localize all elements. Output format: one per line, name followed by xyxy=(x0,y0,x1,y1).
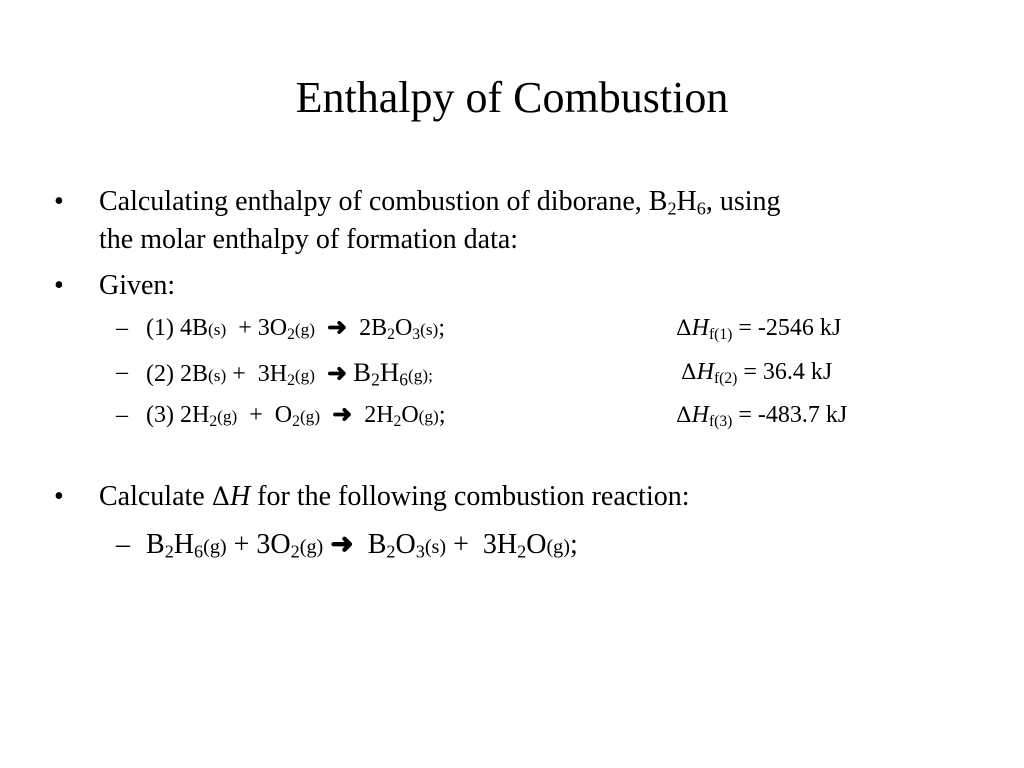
bullet-calculating xyxy=(54,183,974,263)
bullet-marker: • xyxy=(54,481,64,512)
given-equation-2 xyxy=(116,356,916,390)
slide-title: Enthalpy of Combustion xyxy=(295,73,729,122)
delta-h-value: $\Delta H_{f(2)} = 36.4$ kJ xyxy=(681,359,833,387)
bullet-text: Calculate ΔH for the following combustion reaction: xyxy=(99,481,690,512)
equation-text: (2) $2B(s) + 3H_2(g)$ ➜ $B_2H_6(g)$; xyxy=(146,357,433,390)
dash-marker: – xyxy=(116,359,128,385)
combustion-equation xyxy=(116,526,916,566)
equation-text: $B_2H_6(g) + 3O_2(g)$ ➜ $B_2O_3(s) + 3H_2O(g)$; xyxy=(146,529,578,562)
given-equation-1 xyxy=(116,312,916,346)
delta-h-value: $\Delta H_{f(1)} = -2546$ kJ xyxy=(676,315,842,343)
bullet-calculate xyxy=(54,478,974,518)
bullet-given xyxy=(54,267,974,307)
equation-text: (3) $2H_2(g) + O_2(g)$ ➜ $2H_2O(g)$; xyxy=(146,402,446,430)
bullet-text-line2: the molar enthalpy of formation data: xyxy=(99,224,519,255)
dash-marker: – xyxy=(116,402,128,428)
delta-h-value: $\Delta H_{f(3)} = -483.7$ kJ xyxy=(676,402,848,430)
dash-marker: – xyxy=(116,529,130,560)
bullet-text: Calculating enthalpy of combustion of diborane, $B_2H_6$, using xyxy=(99,186,781,219)
equation-text: (1) $4B(s) + 3O_2(g)$ ➜ $2B_2O_3(s)$; xyxy=(146,315,445,343)
bullet-text: Given: xyxy=(99,270,176,301)
bullet-marker: • xyxy=(54,186,64,217)
dash-marker: – xyxy=(116,315,128,341)
bullet-marker: • xyxy=(54,270,64,301)
given-equation-3 xyxy=(116,399,916,433)
